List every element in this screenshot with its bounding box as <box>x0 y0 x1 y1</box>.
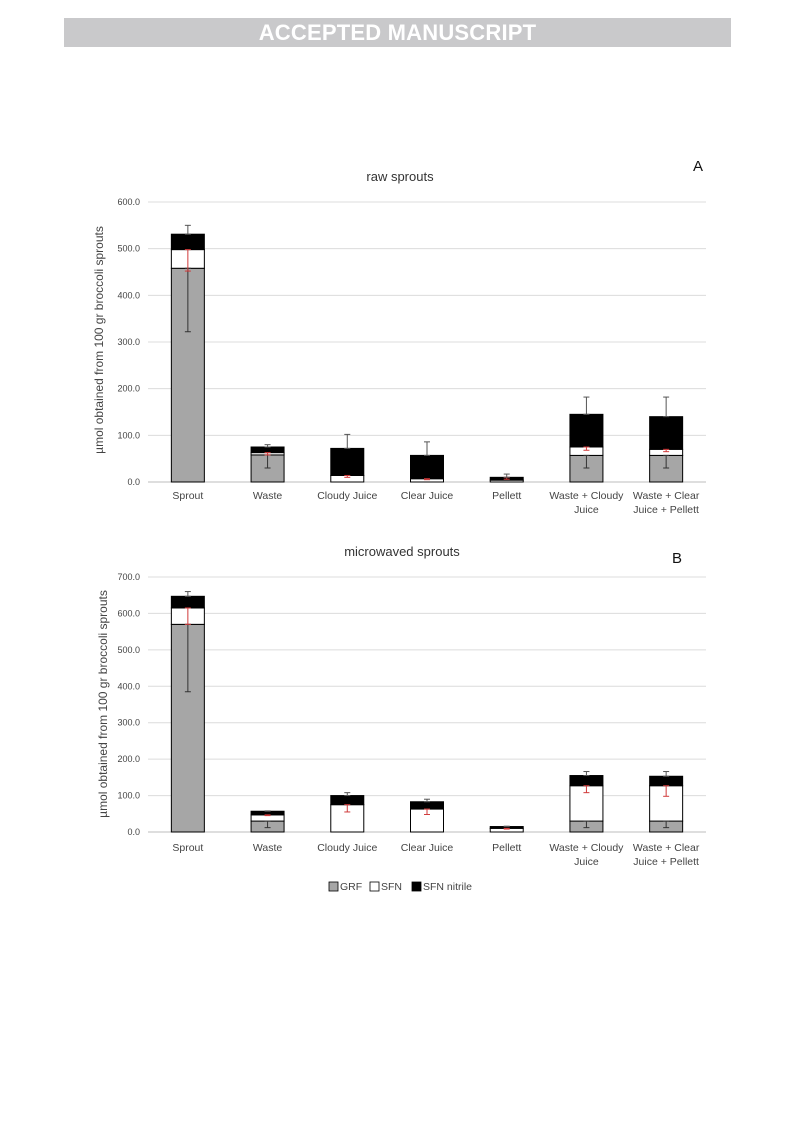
x-category-label: Pellett <box>492 490 522 502</box>
y-tick-label: 300.0 <box>117 337 140 347</box>
legend-label-grf: GRF <box>340 881 363 893</box>
x-category-label: Sprout <box>172 490 204 502</box>
y-tick-label: 600.0 <box>117 608 140 619</box>
x-category-label: Waste + Cloudy <box>549 490 624 502</box>
x-category-label: Waste + Clear <box>632 490 700 502</box>
x-category-label: Juice <box>574 856 599 868</box>
bar-sfn-nitrile <box>331 796 364 805</box>
x-category-label: Clear Juice <box>400 842 454 854</box>
bar-sfn-nitrile <box>650 776 683 785</box>
x-category-label: Cloudy Juice <box>317 842 378 854</box>
legend-swatch-sfn <box>370 882 379 891</box>
y-tick-label: 400.0 <box>117 290 140 301</box>
panel-label: B <box>671 550 683 567</box>
y-tick-label: 200.0 <box>117 383 140 394</box>
y-tick-label: 500.0 <box>117 644 140 655</box>
y-tick-label: 700.0 <box>117 572 140 582</box>
y-tick-label: 600.0 <box>117 197 140 207</box>
bar-sfn-nitrile <box>650 417 683 450</box>
y-tick-label: 300.0 <box>117 717 140 728</box>
y-tick-label: 100.0 <box>117 790 140 801</box>
bar-sfn-nitrile <box>570 414 603 447</box>
x-category-label: Waste <box>252 842 283 854</box>
y-axis-label: µmol obtained from 100 gr broccoli sprouts <box>92 226 106 454</box>
x-category-label: Clear Juice <box>400 490 454 502</box>
bar-sfn-nitrile <box>570 776 603 786</box>
chart-microwaved-sprouts <box>96 544 706 868</box>
x-category-label: Juice <box>574 504 599 516</box>
x-category-label: Cloudy Juice <box>317 490 378 502</box>
panel-label: A <box>692 158 704 175</box>
bar-sfn-nitrile <box>331 448 364 475</box>
x-category-label: Pellett <box>492 842 522 854</box>
y-tick-label: 500.0 <box>117 243 140 254</box>
bar-sfn-nitrile <box>171 234 204 249</box>
x-category-label: Waste <box>252 490 283 502</box>
chart-title: raw sprouts <box>366 169 434 184</box>
x-category-label: Sprout <box>172 842 204 854</box>
bar-sfn-nitrile <box>251 447 284 453</box>
y-tick-label: 0.0 <box>127 477 140 487</box>
legend-label-sfn-nitrile: SFN nitrile <box>423 881 473 893</box>
y-tick-label: 200.0 <box>117 754 140 765</box>
x-category-label: Juice + Pellett <box>633 856 699 868</box>
x-category-label: Waste + Cloudy <box>549 842 624 854</box>
legend-swatch-sfn-nitrile <box>412 882 421 891</box>
y-tick-label: 400.0 <box>117 681 140 692</box>
legend-swatch-grf <box>329 882 338 891</box>
bar-sfn-nitrile <box>411 802 444 809</box>
chart-title: microwaved sprouts <box>344 544 460 559</box>
x-category-label: Juice + Pellett <box>633 504 699 516</box>
accepted-manuscript-banner: ACCEPTED MANUSCRIPT <box>64 18 731 47</box>
y-tick-label: 100.0 <box>117 430 140 441</box>
bar-sfn-nitrile <box>251 811 284 815</box>
y-tick-label: 0.0 <box>127 827 140 837</box>
bar-sfn-nitrile <box>171 596 204 608</box>
chart-raw-sprouts <box>92 158 706 516</box>
x-category-label: Waste + Clear <box>632 842 700 854</box>
bar-sfn-nitrile <box>411 455 444 478</box>
y-axis-label: µmol obtained from 100 gr broccoli sprouts <box>96 590 110 818</box>
legend-label-sfn: SFN <box>381 881 402 893</box>
legend <box>329 881 472 893</box>
